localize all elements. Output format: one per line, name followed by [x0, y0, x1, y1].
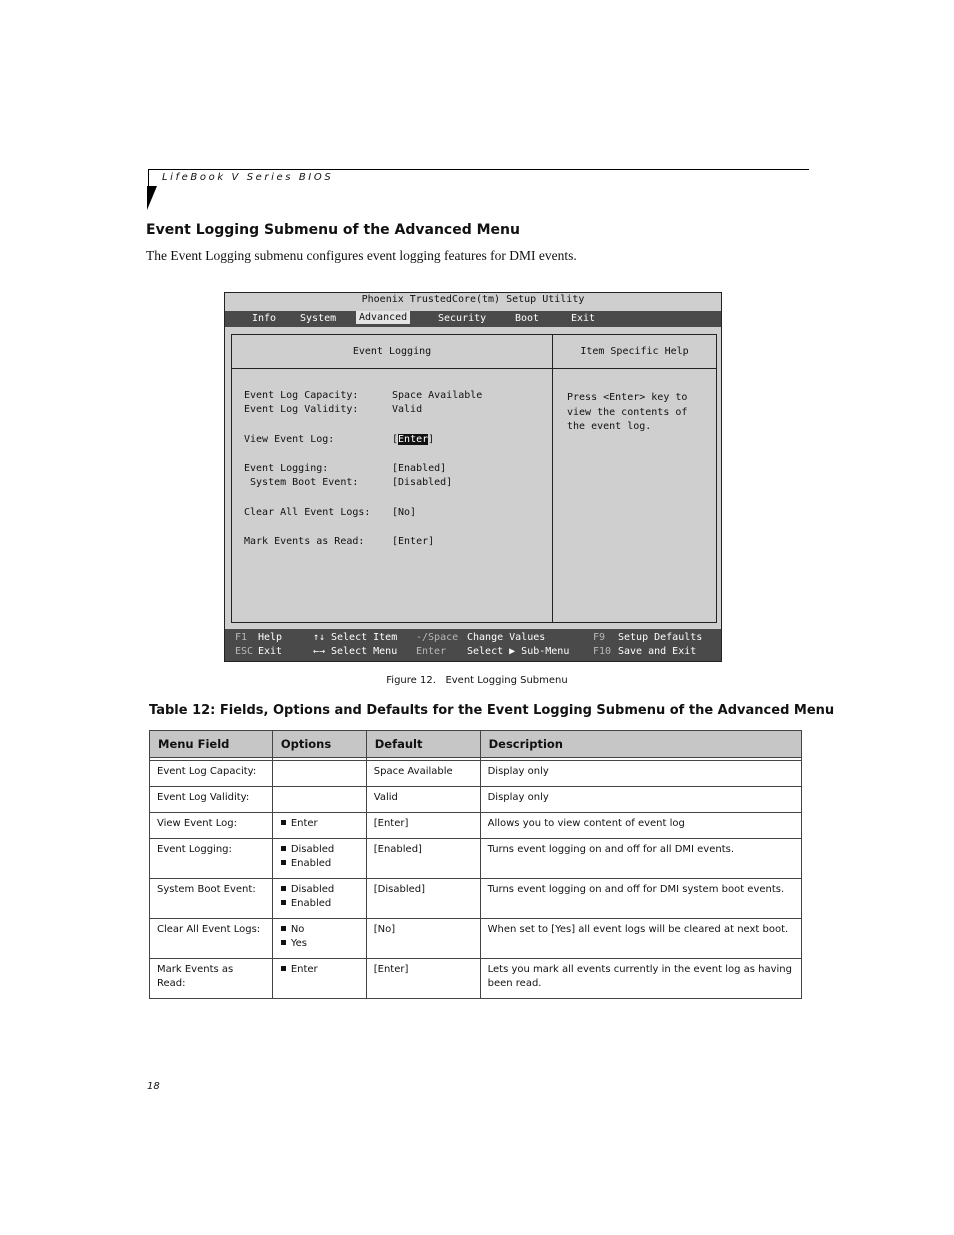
panel-title: Event Logging: [352, 346, 432, 357]
cell-options: [272, 813, 366, 839]
key-esc: ESC: [235, 646, 254, 657]
key-enter-label: Select ▶ Sub-Menu: [467, 646, 570, 657]
bios-menu-bar: [225, 311, 721, 327]
column-header: Default: [366, 731, 480, 758]
page-number: 18: [147, 1081, 160, 1092]
header-rule: [149, 169, 809, 170]
cell-default: Space Available: [366, 761, 480, 787]
cell-options: [272, 879, 366, 919]
option-bullet: Disabled: [280, 883, 358, 897]
option-bullet: Enabled: [280, 857, 358, 871]
key-esc-label: Exit: [258, 646, 283, 657]
field-value-event-log-capacity: Space Available: [392, 390, 483, 401]
option-bullet: No: [280, 923, 358, 937]
cell-field: View Event Log:: [150, 813, 273, 839]
table-row: [150, 761, 802, 787]
cell-description: Turns event logging on and off for all DMI events.: [480, 839, 801, 879]
column-header: Description: [480, 731, 801, 758]
cell-options: [272, 919, 366, 959]
cell-description: Lets you mark all events currently in the event log as having been read.: [480, 959, 801, 999]
field-label-event-log-capacity: Event Log Capacity:: [244, 390, 359, 401]
bracket-open: [: [392, 434, 399, 445]
cell-default: [Enabled]: [366, 839, 480, 879]
menu-advanced[interactable]: Advanced: [356, 311, 410, 324]
cell-field: Event Log Capacity:: [150, 761, 273, 787]
figure-number: Figure 12.: [386, 675, 436, 686]
cell-description: Display only: [480, 787, 801, 813]
help-title: Item Specific Help: [580, 346, 689, 357]
option-bullet: Enter: [280, 963, 358, 977]
cell-options: [272, 787, 366, 813]
cell-default: [Enter]: [366, 813, 480, 839]
header-wedge-icon: [147, 186, 157, 210]
cell-default: [Enter]: [366, 959, 480, 999]
cell-description: Display only: [480, 761, 801, 787]
table-row: [150, 959, 802, 999]
options-table: [149, 730, 802, 999]
key-f9-label: Setup Defaults: [618, 632, 703, 643]
cell-default: Valid: [366, 787, 480, 813]
figure-caption: [0, 675, 954, 686]
key-f9: F9: [593, 632, 606, 643]
cell-options: [272, 839, 366, 879]
menu-info[interactable]: Info: [252, 313, 277, 324]
option-bullet: Enabled: [280, 897, 358, 911]
option-bullet: Disabled: [280, 843, 358, 857]
table-row: [150, 839, 802, 879]
field-value-system-boot-event[interactable]: [Disabled]: [392, 477, 453, 488]
help-text: Press <Enter> key to view the contents of the event log.: [567, 392, 688, 432]
key-enter: Enter: [416, 646, 447, 657]
bios-screen: [224, 292, 722, 662]
field-label-mark-events-as-read: Mark Events as Read:: [244, 536, 365, 547]
cell-description: When set to [Yes] all event logs will be cleared at next boot.: [480, 919, 801, 959]
figure-text: Event Logging Submenu: [445, 675, 568, 686]
cell-field: Event Log Validity:: [150, 787, 273, 813]
bios-title: Phoenix TrustedCore(tm) Setup Utility: [361, 294, 585, 305]
cell-description: Allows you to view content of event log: [480, 813, 801, 839]
option-bullet: Enter: [280, 817, 358, 831]
menu-exit[interactable]: Exit: [571, 313, 596, 324]
option-bullet: Yes: [280, 937, 358, 951]
cell-description: Turns event logging on and off for DMI system boot events.: [480, 879, 801, 919]
field-value-event-logging[interactable]: [Enabled]: [392, 463, 447, 474]
key-space: -/Space: [416, 632, 459, 643]
column-header: Menu Field: [150, 731, 273, 758]
selected-enter-value[interactable]: Enter: [398, 434, 429, 445]
key-f10: F10: [593, 646, 612, 657]
panel-divider: [552, 335, 553, 622]
cell-field: System Boot Event:: [150, 879, 273, 919]
field-value-view-event-log[interactable]: [392, 434, 434, 445]
field-value-event-log-validity: Valid: [392, 404, 423, 415]
cell-field: Mark Events as Read:: [150, 959, 273, 999]
arrow-leftright-icon: ←→: [313, 646, 326, 657]
panel-header-rule: [232, 368, 716, 369]
table-row: [150, 919, 802, 959]
table-row: [150, 813, 802, 839]
arrow-updown-icon: ↑↓: [313, 632, 326, 643]
field-label-clear-all-event-logs: Clear All Event Logs:: [244, 507, 371, 518]
cell-options: [272, 959, 366, 999]
menu-boot[interactable]: Boot: [515, 313, 540, 324]
table-row: [150, 787, 802, 813]
key-f1-label: Help: [258, 632, 283, 643]
bracket-close: ]: [428, 434, 435, 445]
key-f10-label: Save and Exit: [618, 646, 697, 657]
cell-default: [No]: [366, 919, 480, 959]
field-label-view-event-log: View Event Log:: [244, 434, 335, 445]
menu-security[interactable]: Security: [438, 313, 487, 324]
cell-field: Event Logging:: [150, 839, 273, 879]
field-label-event-logging: Event Logging:: [244, 463, 329, 474]
table-title: Table 12: Fields, Options and Defaults for the Event Logging Submenu of the Advanced Menu: [149, 703, 835, 718]
key-space-label: Change Values: [467, 632, 546, 643]
cell-field: Clear All Event Logs:: [150, 919, 273, 959]
section-intro: The Event Logging submenu configures event logging features for DMI events.: [146, 248, 577, 263]
table-row: [150, 879, 802, 919]
field-label-system-boot-event: System Boot Event:: [244, 477, 359, 488]
key-leftright-label: Select Menu: [331, 646, 398, 657]
bios-panel: [231, 334, 717, 623]
menu-system[interactable]: System: [300, 313, 337, 324]
field-value-clear-all-event-logs[interactable]: [No]: [392, 507, 417, 518]
table-header-row: [150, 731, 802, 758]
cell-default: [Disabled]: [366, 879, 480, 919]
running-header: LifeBook V Series BIOS: [162, 172, 334, 183]
field-value-mark-events-as-read[interactable]: [Enter]: [392, 536, 435, 547]
key-updown-label: Select Item: [331, 632, 398, 643]
bios-footer: [225, 629, 721, 661]
key-f1: F1: [235, 632, 248, 643]
cell-options: [272, 761, 366, 787]
column-header: Options: [272, 731, 366, 758]
section-title: Event Logging Submenu of the Advanced Menu: [146, 222, 520, 238]
field-label-event-log-validity: Event Log Validity:: [244, 404, 359, 415]
